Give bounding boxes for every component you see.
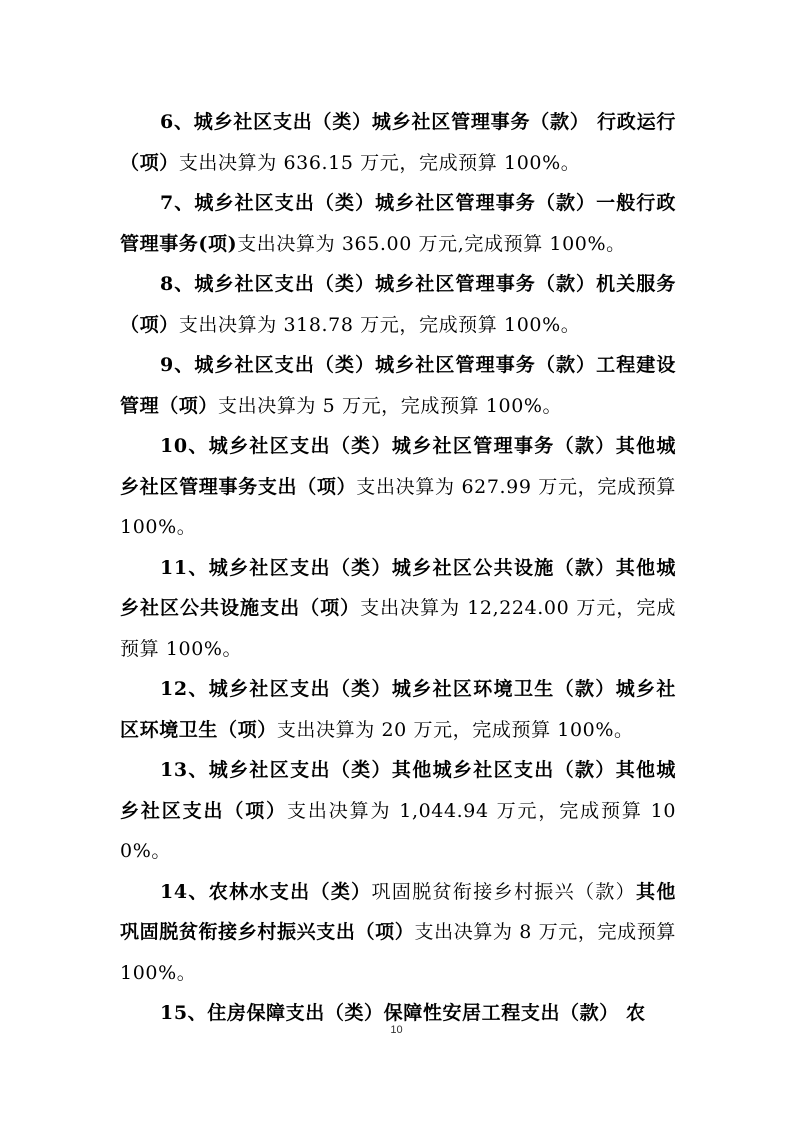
paragraph-item-9-text: 支出决算为 5 万元，完成预算 100%。 [218, 394, 563, 417]
paragraph-item-14-text: 巩固脱贫衔接乡村振兴（款） [371, 880, 637, 903]
paragraph-item-11-text: 支出决算为 12,224.00 万元，完成预算 100%。 [120, 597, 676, 660]
paragraph-item-14 [120, 872, 676, 994]
paragraph-item-6 [120, 102, 676, 183]
paragraph-item-8-heading: 8、城乡社区支出（类）城乡社区管理事务（款）机关服务（项） [120, 273, 676, 336]
paragraph-item-14-heading-2: 其他巩固脱贫衔接乡村振兴支出（项） [120, 880, 676, 943]
paragraph-item-8 [120, 264, 676, 345]
paragraph-item-15-heading: 15、住房保障支出（类）保障性安居工程支出（款） 农 [160, 1002, 646, 1024]
paragraph-item-9 [120, 345, 676, 426]
paragraph-item-7-text: 支出决算为 365.00 万元,完成预算 100%。 [237, 232, 626, 255]
paragraph-item-7 [120, 183, 676, 264]
page-content [120, 102, 676, 1034]
paragraph-item-6-heading: 6、城乡社区支出（类）城乡社区管理事务（款） 行政运行（项） [120, 111, 676, 174]
paragraph-item-11-heading: 11、城乡社区支出（类）城乡社区公共设施（款）其他城乡社区公共设施支出（项） [120, 556, 676, 619]
paragraph-item-13-text: 支出决算为 1,044.94 万元，完成预算 100%。 [120, 799, 677, 862]
paragraph-item-9-heading: 9、城乡社区支出（类）城乡社区管理事务（款）工程建设管理（项） [120, 354, 676, 417]
paragraph-item-7-heading: 7、城乡社区支出（类）城乡社区管理事务（款）一般行政管理事务(项) [120, 192, 676, 255]
paragraph-item-8-text: 支出决算为 318.78 万元，完成预算 100%。 [178, 313, 581, 336]
paragraph-item-14-heading: 14、农林水支出（类） [160, 880, 372, 903]
paragraph-item-13-heading: 13、城乡社区支出（类）其他城乡社区支出（款）其他城乡社区支出（项） [120, 759, 676, 822]
paragraph-item-6-text: 支出决算为 636.15 万元，完成预算 100%。 [178, 151, 581, 174]
paragraph-item-10-text: 支出决算为 627.99 万元，完成预算 100%。 [120, 475, 677, 538]
paragraph-item-10-heading: 10、城乡社区支出（类）城乡社区管理事务（款）其他城乡社区管理事务支出（项） [120, 435, 676, 498]
paragraph-item-11 [120, 548, 676, 670]
paragraph-item-13 [120, 750, 676, 872]
paragraph-item-10 [120, 426, 676, 548]
paragraph-item-12-heading: 12、城乡社区支出（类）城乡社区环境卫生（款）城乡社区环境卫生（项） [120, 678, 676, 741]
page-number: 10 [390, 1024, 403, 1036]
paragraph-item-12 [120, 669, 676, 750]
paragraph-item-12-text: 支出决算为 20 万元，完成预算 100%。 [276, 718, 634, 741]
paragraph-item-14-text-2: 支出决算为 8 万元，完成预算 100%。 [120, 921, 676, 984]
